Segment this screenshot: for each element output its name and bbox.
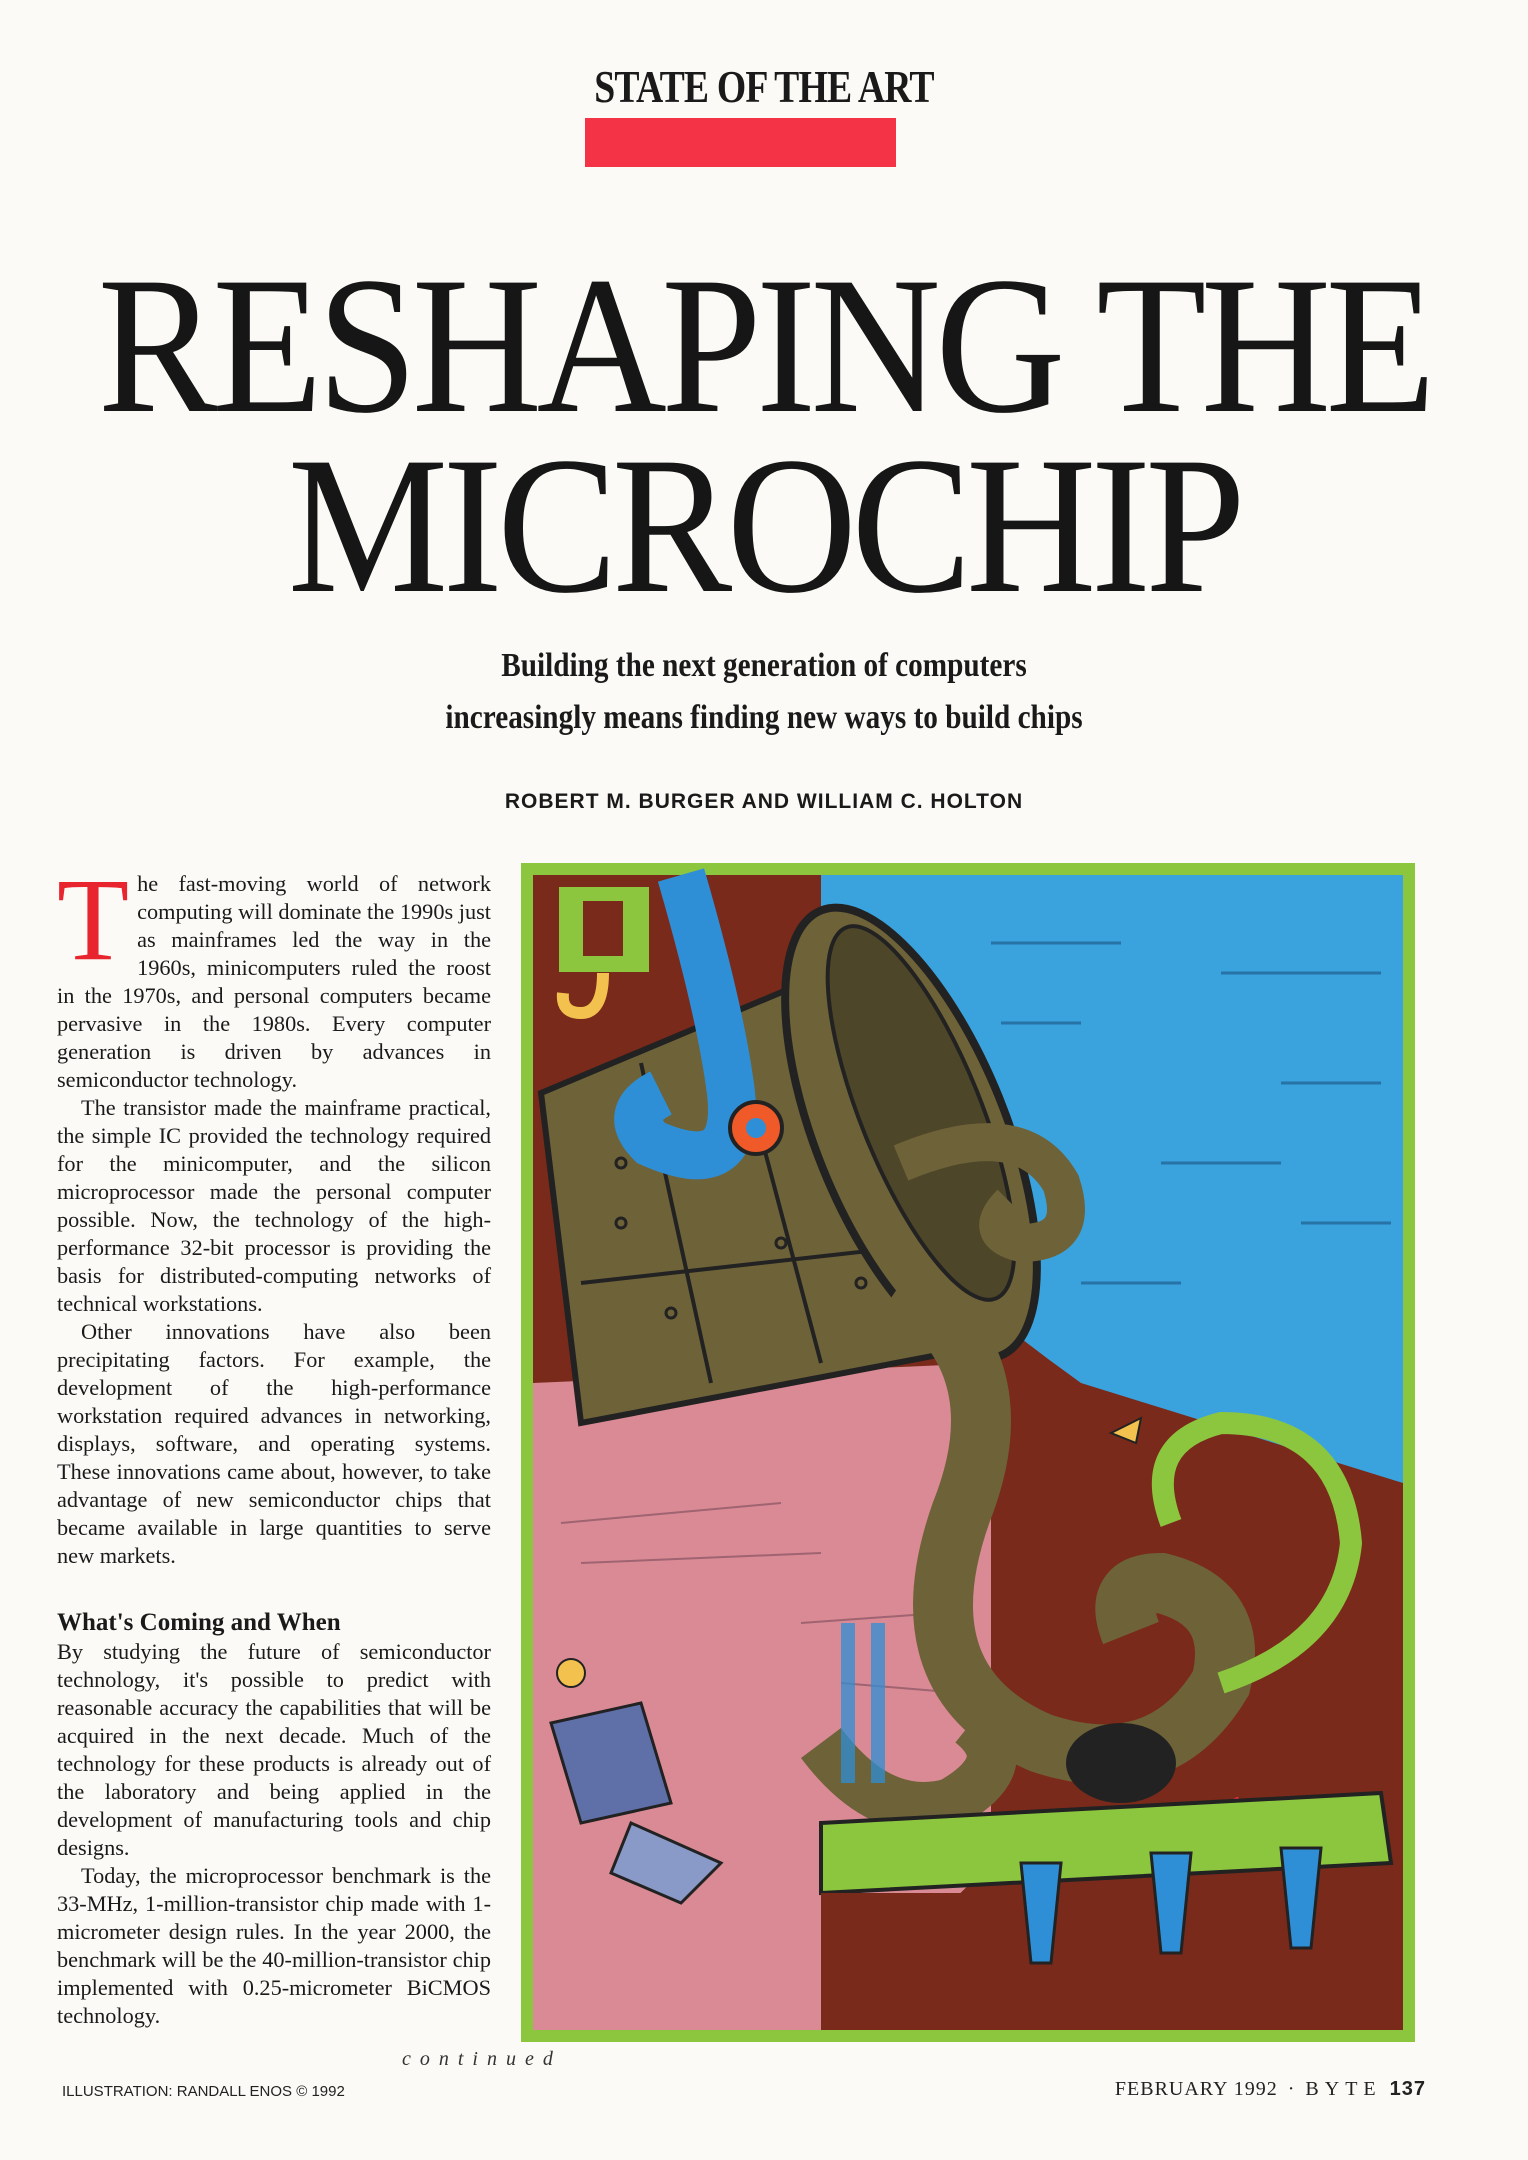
- folio-magazine: BYTE: [1305, 2078, 1382, 2100]
- byline: ROBERT M. BURGER AND WILLIAM C. HOLTON: [504, 790, 1024, 813]
- deck-line-1: Building the next generation of computers: [501, 647, 1027, 684]
- illustration-credit: ILLUSTRATION: RANDALL ENOS © 1992: [62, 2083, 345, 2100]
- headline-line-1: RESHAPING THE: [97, 237, 1431, 454]
- deck-line-2: increasingly means finding new ways to build chips: [445, 699, 1083, 736]
- section-accent-bar: [585, 118, 896, 167]
- paragraph-4: By studying the future of semiconductor technology, it's possible to predict with reasonable accuracy the capabilities that will be acquired in the next decade. Much of the technology for these products is already out of the laboratory and being applied in the development of manufacturing tools and chip designs.: [57, 1639, 491, 1860]
- paragraph-1-text: he fast-moving world of network computing will dominate the 1990s just as mainframes led the way in the 1960s, minicomputers ruled the roost in the 1970s, and personal computers became pervasive in the 1980s. Every computer generation is driven by advances in semiconductor technology.: [57, 871, 491, 1092]
- folio-date: FEBRUARY 1992: [1114, 2078, 1278, 2100]
- paragraph-5: Today, the microprocessor benchmark is the 33-MHz, 1-million-transistor chip made with 1-micrometer design rules. In the year 2000, the benchmark will be the 40-million-transistor chip implemented with 0.25-micrometer BiCMOS technology.: [57, 1863, 491, 2028]
- continued-label: continued: [402, 2048, 562, 2070]
- folio-separator: ·: [1287, 2078, 1296, 2100]
- paragraph-2: The transistor made the mainframe practical, the simple IC provided the technology required for the minicomputer, and the silicon microprocessor made the personal computer possible. Now, the technology of the high-performance 32-bit processor is providing the basis for distributed-computing networks of technical workstations.: [57, 1095, 491, 1316]
- drop-cap: T: [57, 854, 130, 985]
- pouring-bucket-illustration: [521, 863, 1415, 2042]
- paragraph-1: [57, 854, 491, 1094]
- headline-line-2: MICROCHIP: [287, 417, 1241, 634]
- paragraph-3: Other innovations have also been precipitating factors. For example, the development of the high-performance workstation required advances in networking, displays, software, and operating systems. These innovations came about, however, to take advantage of new semiconductor chips that became available in large quantities to serve new markets.: [57, 1319, 491, 1568]
- page-folio: [1115, 2078, 1426, 2101]
- section-label: STATE OF THE ART: [594, 61, 934, 112]
- page-number: 137: [1389, 2078, 1426, 2100]
- body-column: [57, 854, 491, 2030]
- subhead: What's Coming and When: [57, 1609, 341, 1636]
